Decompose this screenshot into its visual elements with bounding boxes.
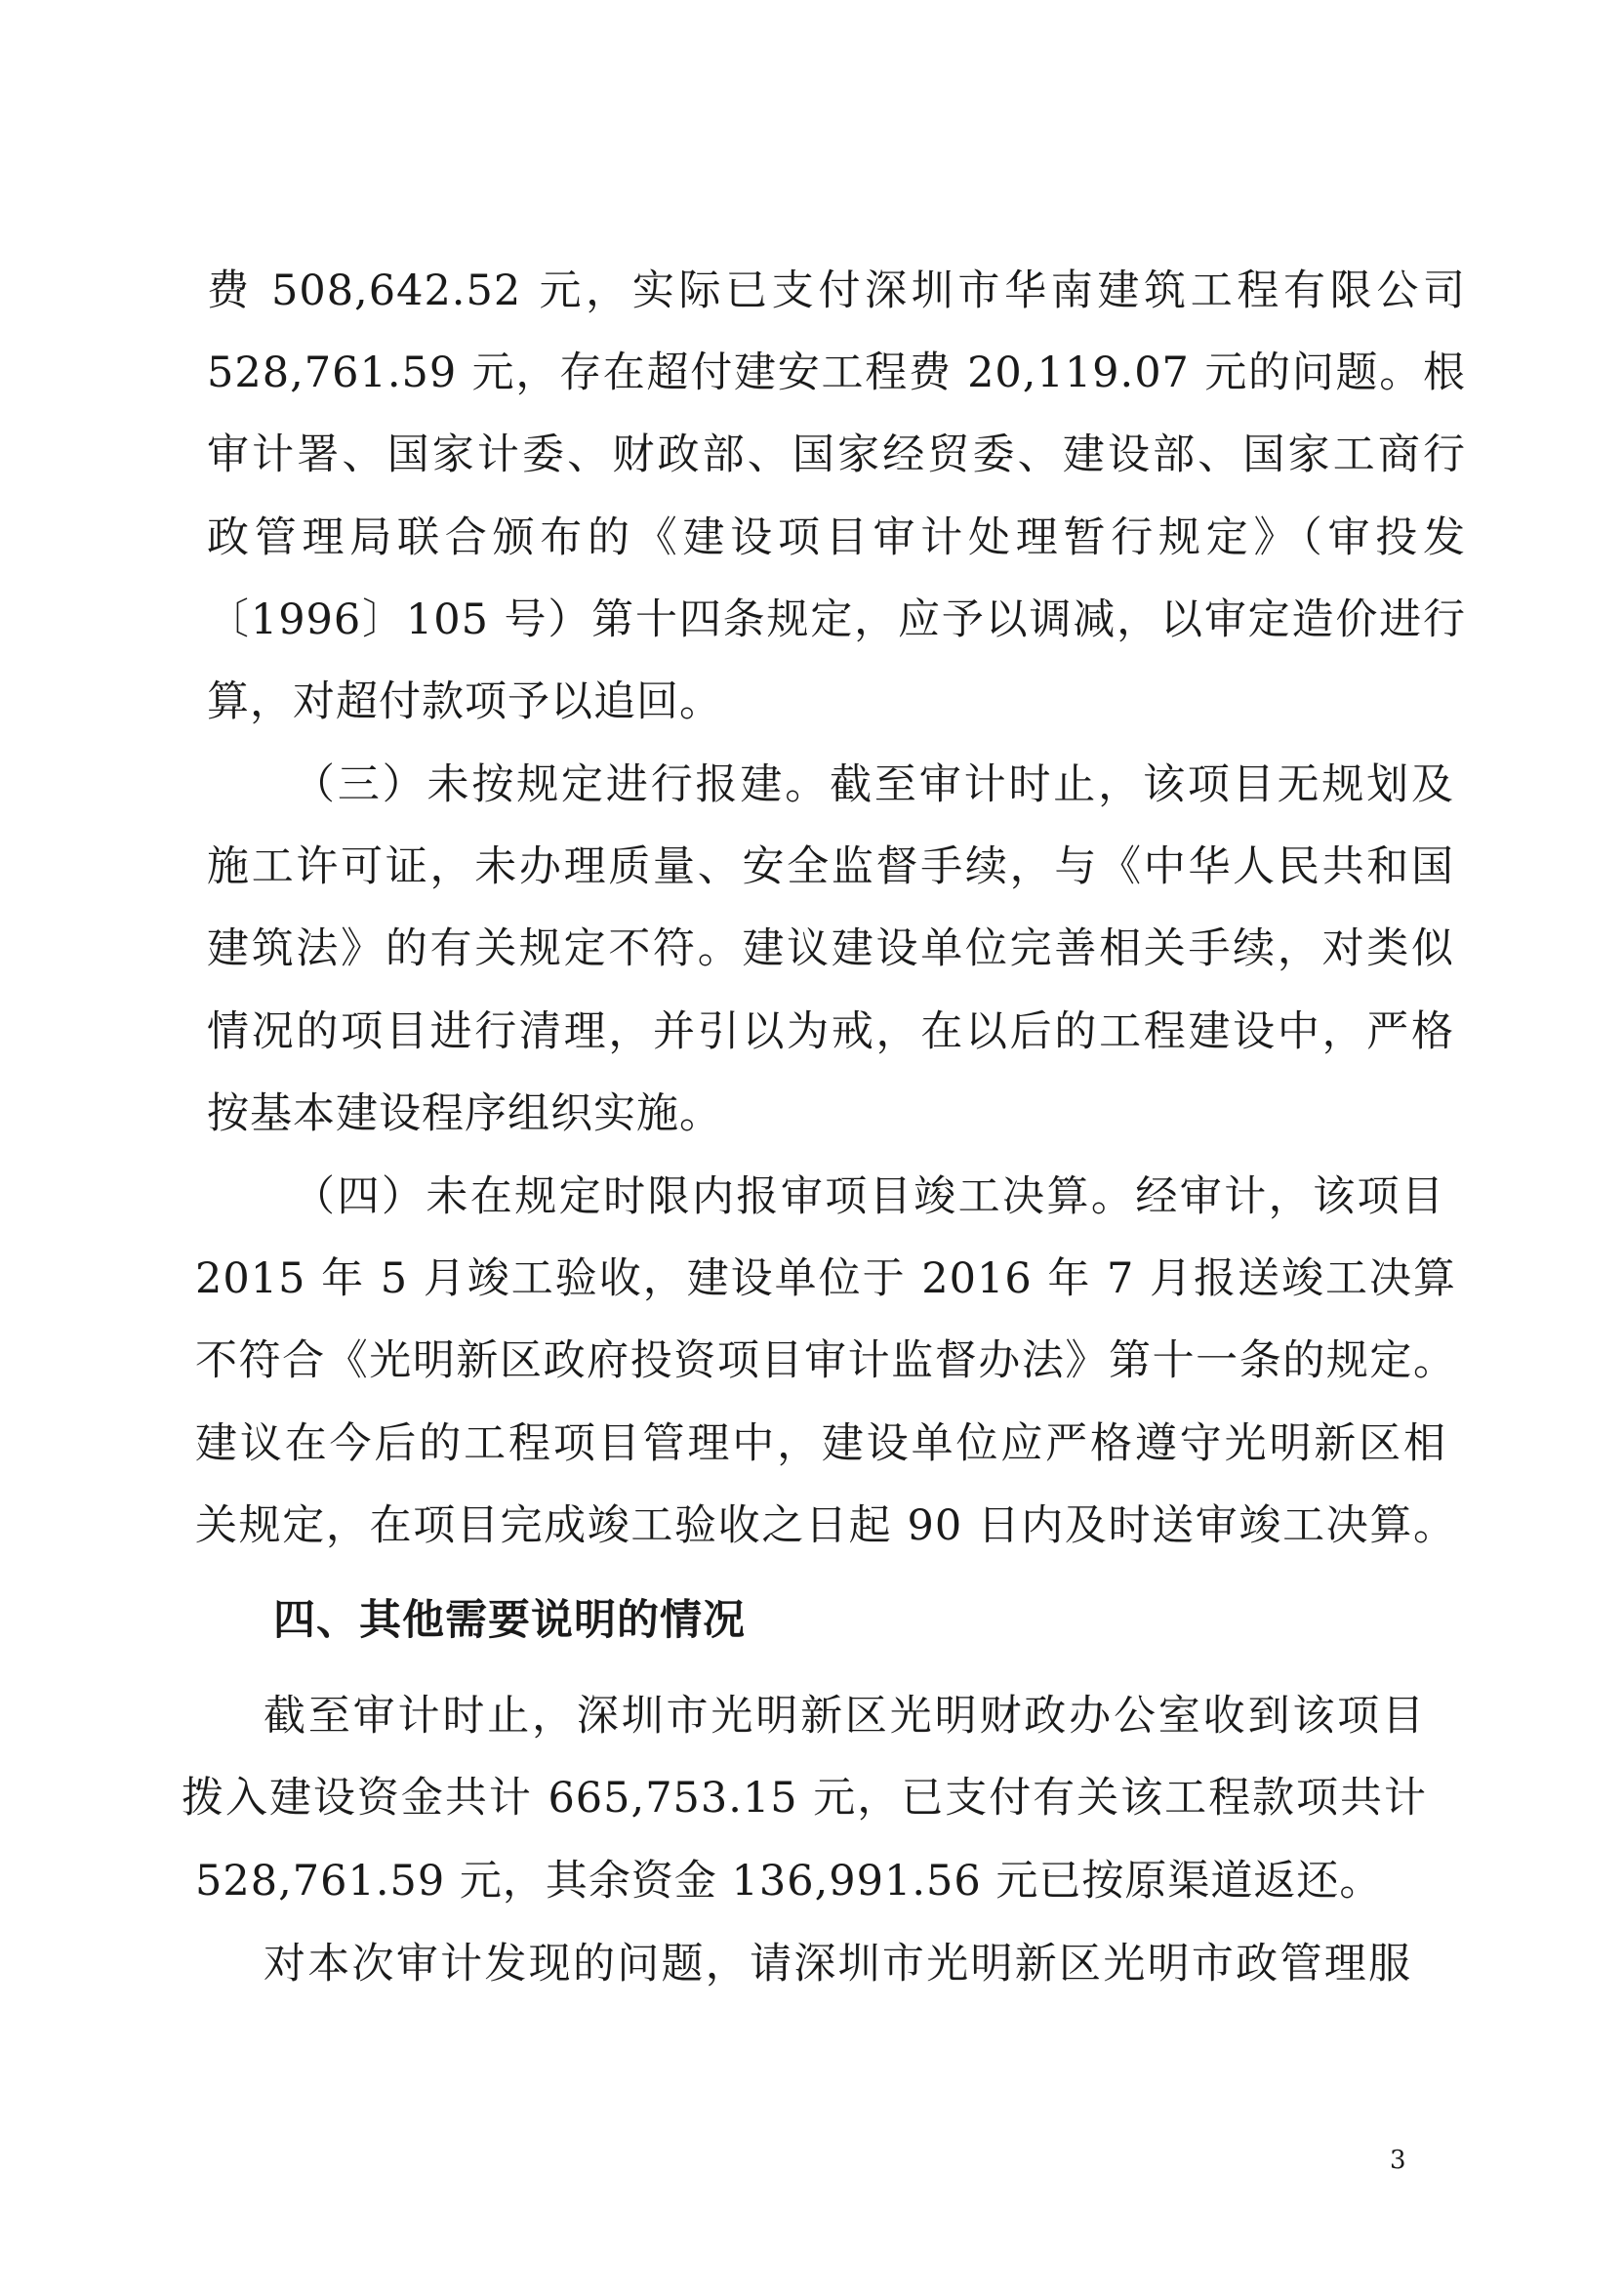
section-four-opening: （四）未在规定时限内报审项目竣工决算。经审计，该项目 <box>293 1172 1444 1221</box>
text-line: 2015 年 5 月竣工验收，建设单位于 2016 年 7 月报送竣工决算 <box>195 1254 1456 1303</box>
text-line: 528,761.59 元，其余资金 136,991.56 元已按原渠道返还。 <box>195 1857 1383 1906</box>
text-line: 拨入建设资金共计 665,753.15 元，已支付有关该工程款项共计 <box>182 1774 1427 1823</box>
paragraph-opening: 截至审计时止，深圳市光明新区光明财政办公室收到该项目 <box>264 1692 1425 1741</box>
text-line: 审计署、国家计委、财政部、国家经贸委、建设部、国家工商行 <box>207 430 1466 479</box>
text-line: 施工许可证，未办理质量、安全监督手续，与《中华人民共和国 <box>207 842 1454 891</box>
text-line: 情况的项目进行清理，并引以为戒，在以后的工程建设中，严格 <box>207 1007 1454 1056</box>
text-line: 528,761.59 元，存在超付建安工程费 20,119.07 元的问题。根 <box>207 348 1466 397</box>
text-line: 不符合《光明新区政府投资项目审计监督办法》第十一条的规定。 <box>195 1336 1456 1385</box>
text-line: 建筑法》的有关规定不符。建议建设单位完善相关手续，对类似 <box>207 924 1454 973</box>
text-line: 关规定，在项目完成竣工验收之日起 90 日内及时送审竣工决算。 <box>195 1501 1456 1550</box>
text-line: 〔1996〕105 号）第十四条规定，应予以调减，以审定造价进行 <box>207 595 1466 644</box>
text-line: 费 508,642.52 元，实际已支付深圳市华南建筑工程有限公司 <box>207 266 1466 315</box>
page-number: 3 <box>1390 2146 1406 2175</box>
text-line: 算，对超付款项予以追回。 <box>207 677 722 726</box>
section-three-opening: （三）未按规定进行报建。截至审计时止，该项目无规划及 <box>293 760 1454 809</box>
section-heading: 四、其他需要说明的情况 <box>273 1596 746 1645</box>
text-line: 政管理局联合颁布的《建设项目审计处理暂行规定》（审投发 <box>207 513 1466 562</box>
paragraph-opening: 对本次审计发现的问题，请深圳市光明新区光明市政管理服 <box>264 1940 1411 1988</box>
text-line: 建议在今后的工程项目管理中，建设单位应严格遵守光明新区相 <box>195 1419 1446 1468</box>
text-line: 按基本建设程序组织实施。 <box>207 1089 722 1138</box>
